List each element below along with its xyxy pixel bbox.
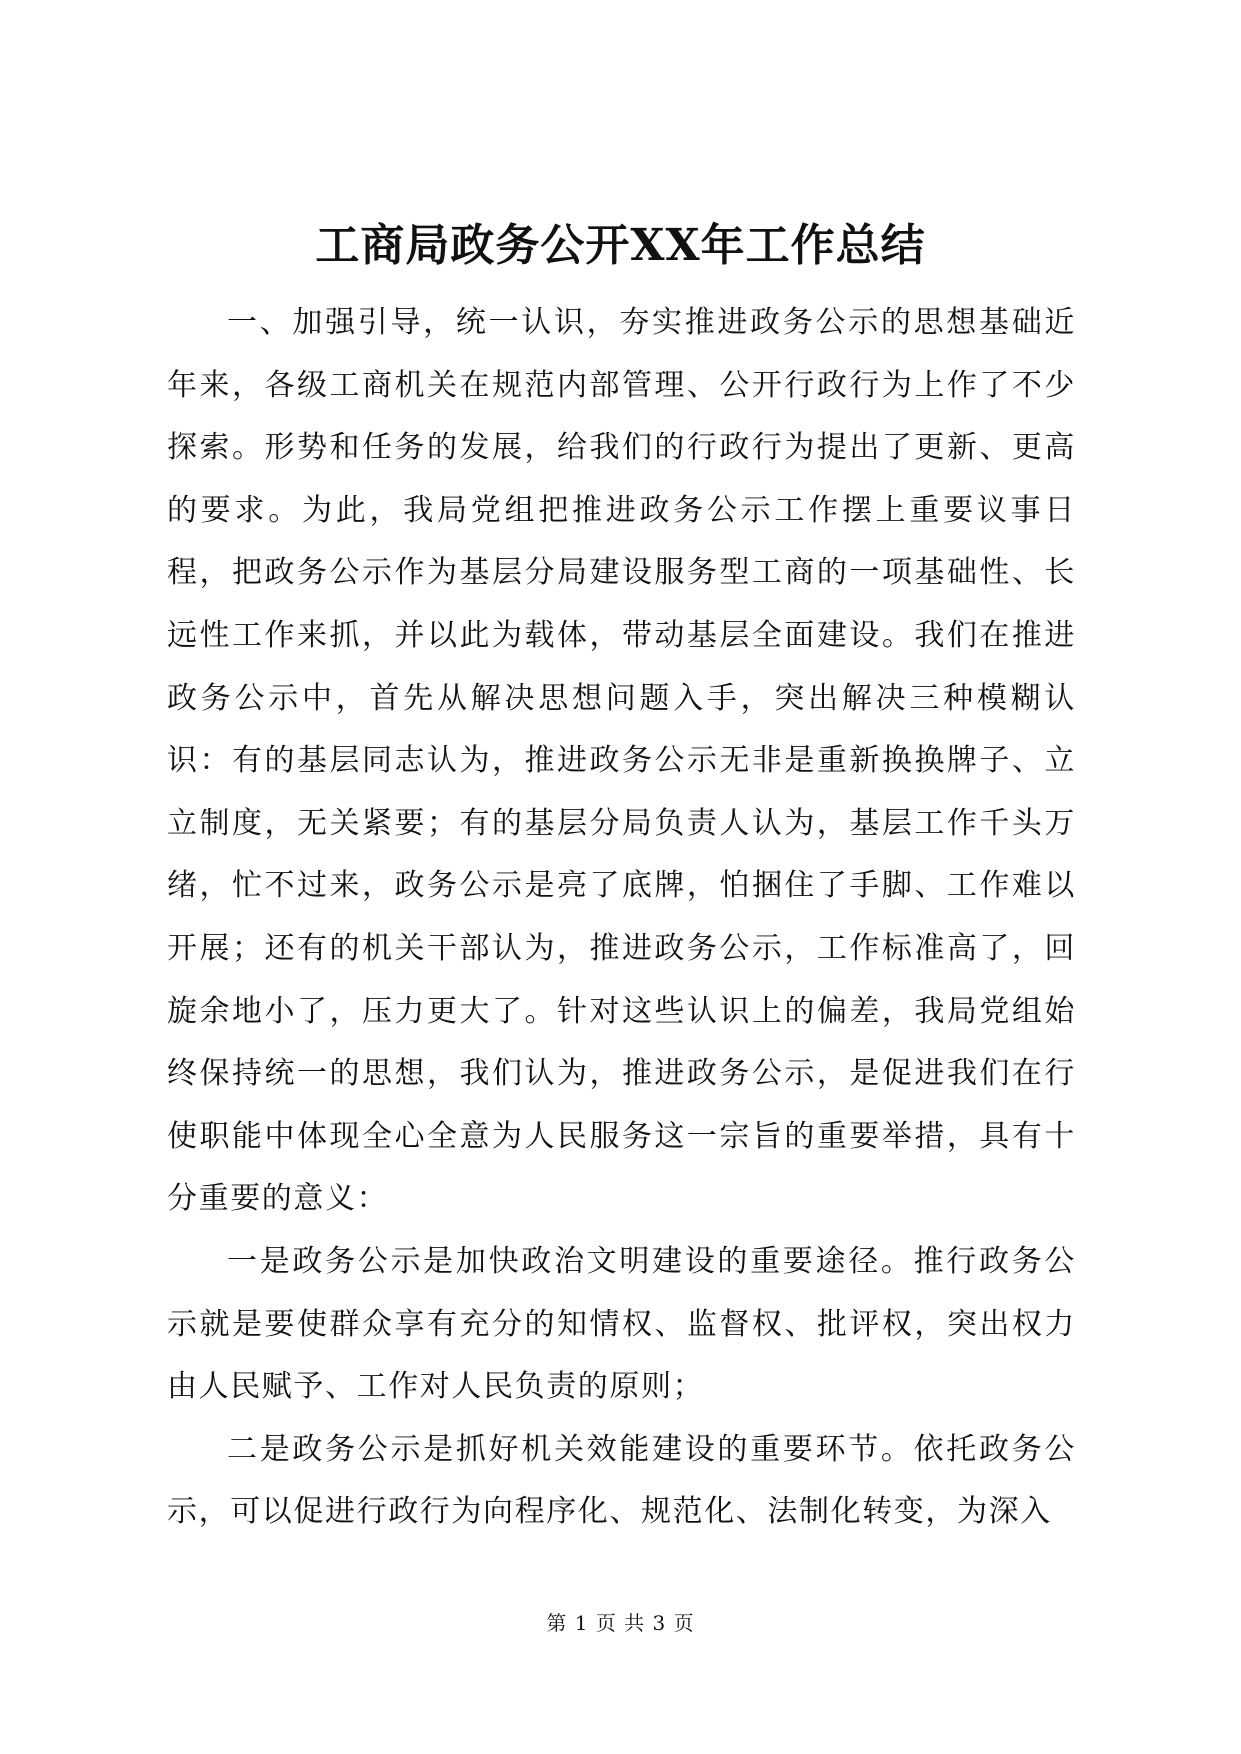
document-body bbox=[167, 292, 1076, 1544]
paragraph: 一、加强引导，统一认识，夯实推进政务公示的思想基础近年来，各级工商机关在规范内部管理、公开行政行为上作了不少探索。形势和任务的发展，给我们的行政行为提出了更新、更高的要求。为此，我局党组把推进政务公示工作摆上重要议事日程，把政务公示作为基层分局建设服务型工商的一项基础性、长远性工作来抓，并以此为载体，带动基层全面建设。我们在推进政务公示中，首先从解决思想问题入手，突出解决三种模糊认识：有的基层同志认为，推进政务公示无非是重新换换牌子、立立制度，无关紧要；有的基层分局负责人认为，基层工作千头万绪，忙不过来，政务公示是亮了底牌，怕捆住了手脚、工作难以开展；还有的机关干部认为，推进政务公示，工作标准高了，回旋余地小了，压力更大了。针对这些认识上的偏差，我局党组始终保持统一的思想，我们认为，推进政务公示，是促进我们在行使职能中体现全心全意为人民服务这一宗旨的重要举措，具有十分重要的意义： bbox=[167, 305, 1076, 1217]
document-title: 工商局政务公开XX年工作总结 bbox=[315, 220, 926, 271]
paragraph: 二是政务公示是抓好机关效能建设的重要环节。依托政务公示，可以促进行政行为向程序化、规范化、法制化转变，为深入 bbox=[167, 1431, 1076, 1530]
page-number-footer: 第 1 页 共 3 页 bbox=[546, 1611, 695, 1635]
paragraph: 一是政务公示是加快政治文明建设的重要途径。推行政务公示就是要使群众享有充分的知情权、监督权、批评权，突出权力由人民赋予、工作对人民负责的原则； bbox=[167, 1243, 1076, 1405]
